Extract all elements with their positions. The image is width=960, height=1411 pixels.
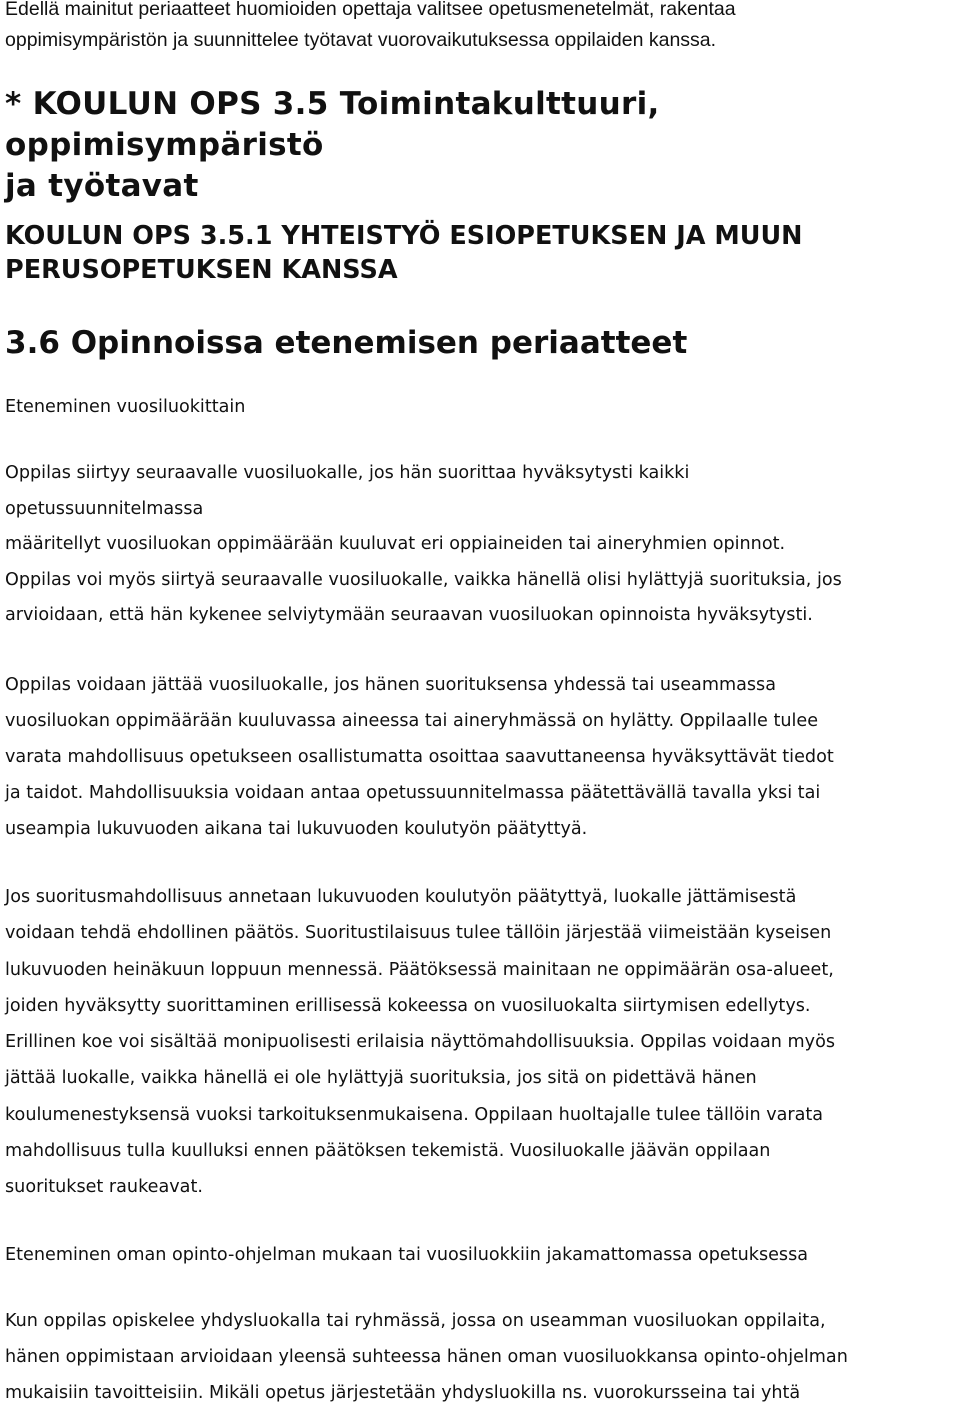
- intro-paragraph: [5, 0, 957, 56]
- text-line: Oppilas siirtyy seuraavalle vuosiluokalle, jos hän suorittaa hyväksytysti kaikki: [5, 463, 690, 483]
- text-line: joiden hyväksytty suorittaminen erillisessä kokeessa on vuosiluokalta siirtymisen edellytys.: [5, 995, 811, 1016]
- text-line: Oppilas voi myös siirtyä seuraavalle vuosiluokalle, vaikka hänellä olisi hylättyjä suorituksia, jos: [5, 569, 842, 590]
- text-line: vuosiluokan oppimäärään kuuluvassa aineessa tai aineryhmässä on hylätty. Oppilaalle tulee: [5, 711, 819, 731]
- text-line: Oppilas voidaan jättää vuosiluokalle, jos hänen suorituksensa yhdessä tai useammassa: [5, 675, 776, 695]
- subheading-oma-opinto-ohjelma: Eteneminen oman opinto-ohjelman mukaan tai vuosiluokkiin jakamattomassa opetuksessa: [5, 1245, 809, 1265]
- heading-line: KOULUN OPS 3.5.1 YHTEISTYÖ ESIOPETUKSEN JA MUUN: [5, 221, 803, 251]
- text-line: jättää luokalle, vaikka hänellä ei ole hylättyjä suorituksia, jos sitä on pidettävä hänen: [5, 1068, 757, 1089]
- text-line: varata mahdollisuus opetukseen osallistumatta osoittaa saavuttaneensa hyväksyttävät tiedot: [5, 747, 834, 767]
- text-line: mukaisiin tavoitteisiin. Mikäli opetus järjestetään yhdysluokilla ns. vuorokursseina tai yhtä: [5, 1383, 801, 1403]
- heading-line: PERUSOPETUKSEN KANSSA: [5, 255, 398, 285]
- text-line: opetussuunnitelmassa: [5, 498, 204, 519]
- text-line: Edellä mainitut periaatteet huomioiden opettaja valitsee opetusmenetelmät, rakentaa: [5, 0, 736, 20]
- text-line: mahdollisuus tulla kuulluksi ennen päätöksen tekemistä. Vuosiluokalle jäävän oppilaan: [5, 1141, 771, 1162]
- heading-line: * KOULUN OPS 3.5 Toimintakulttuuri, oppimisympäristö: [5, 86, 660, 163]
- main-heading: [5, 84, 957, 207]
- text-line: koulumenestyksensä vuoksi tarkoituksenmukaisena. Oppilaan huoltajalle tulee tällöin varata: [5, 1104, 824, 1125]
- paragraph-4: [5, 1303, 960, 1411]
- text-line: oppimisympäristön ja suunnittelee työtavat vuorovaikutuksessa oppilaiden kanssa.: [5, 29, 717, 51]
- text-line: suoritukset raukeavat.: [5, 1177, 203, 1198]
- text-line: useampia lukuvuoden aikana tai lukuvuoden koulutyön päätyttyä.: [5, 819, 588, 839]
- paragraph-2: [5, 667, 960, 847]
- text-line: Jos suoritusmahdollisuus annetaan lukuvuoden koulutyön päätyttyä, luokalle jättämisestä: [5, 887, 797, 907]
- text-line: voidaan tehdä ehdollinen päätös. Suoritustilaisuus tulee tällöin järjestää viimeistään kyseisen: [5, 923, 832, 944]
- text-line: lukuvuoden heinäkuun loppuun mennessä. Päätöksessä mainitaan ne oppimäärän osa-alueet,: [5, 959, 834, 980]
- paragraph-1: [5, 456, 960, 634]
- text-line: Kun oppilas opiskelee yhdysluokalla tai ryhmässä, jossa on useamman vuosiluokan oppilaita,: [5, 1311, 826, 1331]
- text-line: hänen oppimistaan arvioidaan yleensä suhteessa hänen oman vuosiluokkansa opinto-ohjelman: [5, 1347, 848, 1367]
- subheading-eteneminen-vuosiluokittain: Eteneminen vuosiluokittain: [5, 397, 246, 417]
- text-line: arvioidaan, että hän kykenee selviytymään seuraavan vuosiluokan opinnoista hyväksytysti.: [5, 605, 813, 625]
- text-line: Erillinen koe voi sisältää monipuolisesti erilaisia näyttömahdollisuuksia. Oppilas voidaan myös: [5, 1032, 835, 1053]
- paragraph-3: [5, 879, 960, 1206]
- heading-line: ja työtavat: [5, 168, 199, 204]
- sub-heading: [5, 219, 957, 287]
- text-line: ja taidot. Mahdollisuuksia voidaan antaa opetussuunnitelmassa päätettävällä tavalla yksi tai: [5, 783, 821, 803]
- section-heading: 3.6 Opinnoissa etenemisen periaatteet: [5, 325, 688, 361]
- text-line: määritellyt vuosiluokan oppimäärään kuuluvat eri oppiaineiden tai aineryhmien opinnot.: [5, 534, 786, 554]
